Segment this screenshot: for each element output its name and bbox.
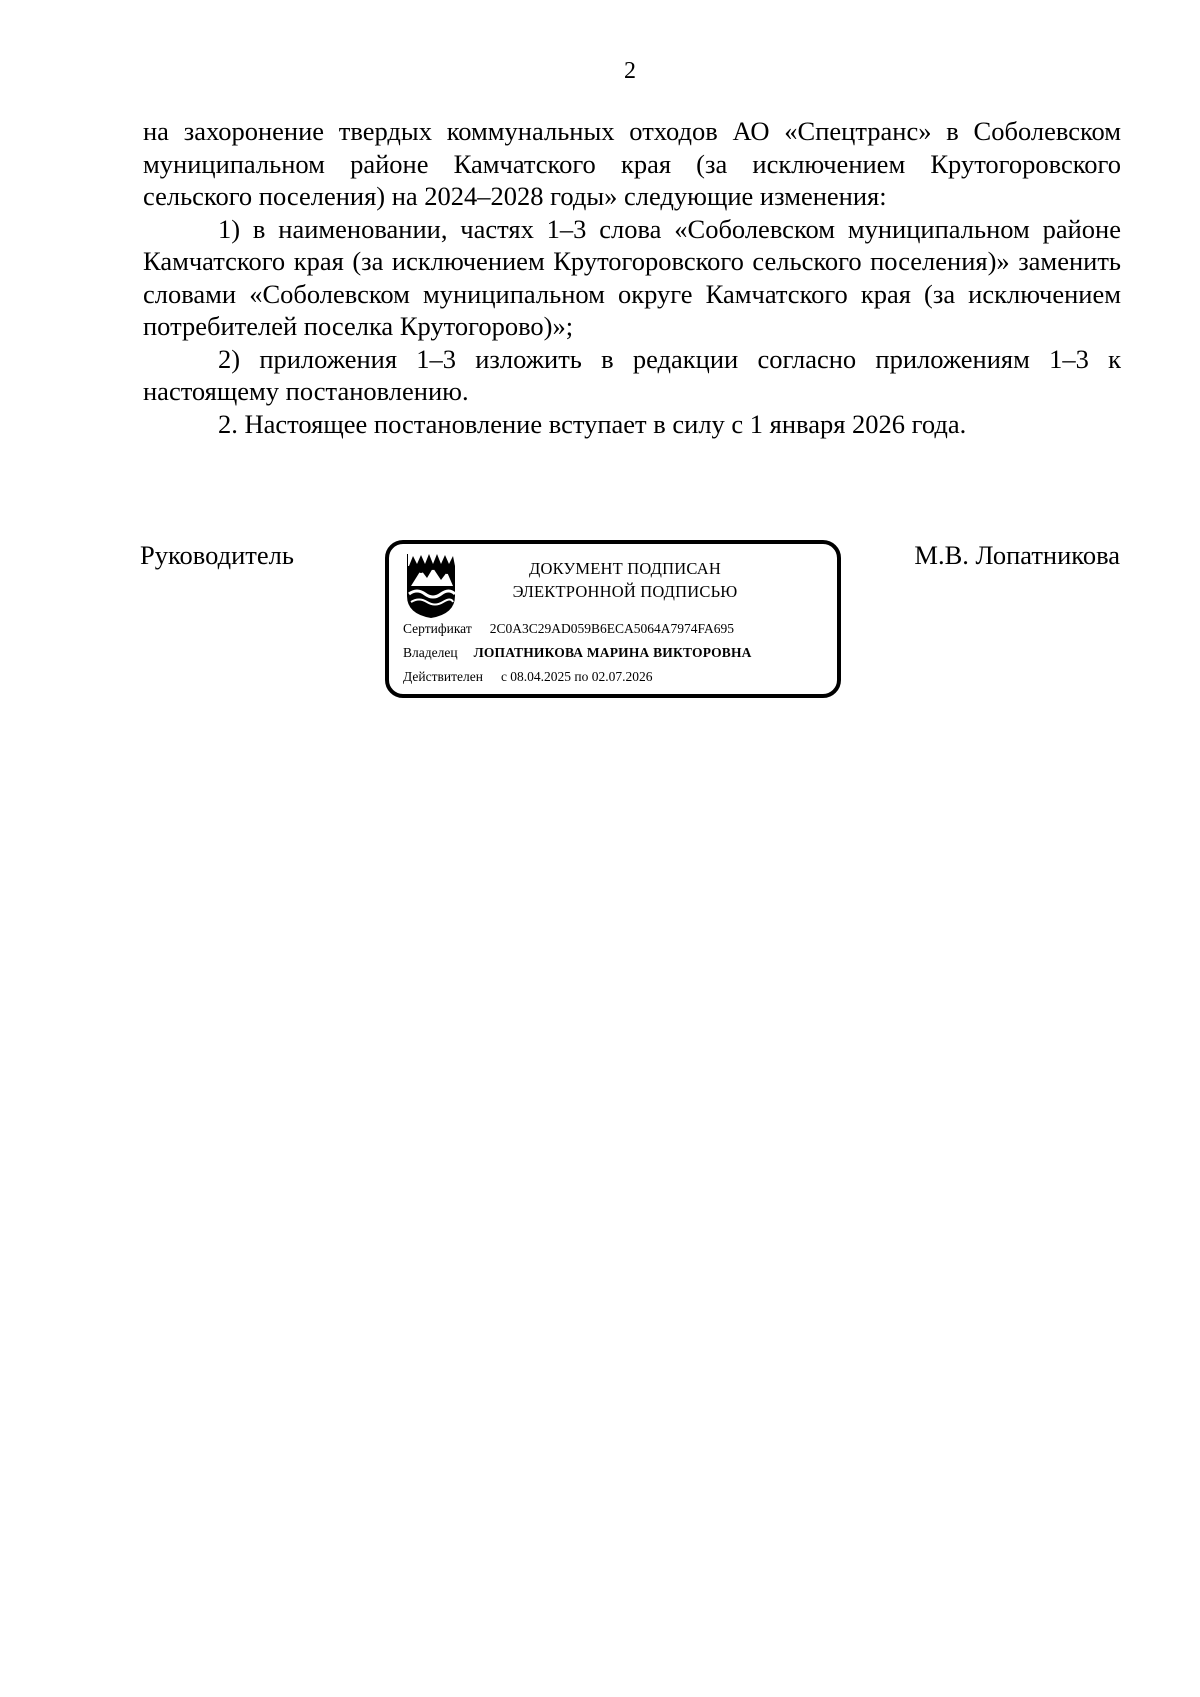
certificate-value: 2C0A3C29AD059B6ECA5064A7974FA695 [489, 621, 734, 636]
signatory-name: М.В. Лопатникова [914, 540, 1120, 570]
owner-value: ЛОПАТНИКОВА МАРИНА ВИКТОРОВНА [473, 645, 752, 660]
valid-label: Действителен [403, 669, 483, 684]
owner-label: Владелец [403, 645, 458, 660]
stamp-certificate-row [403, 621, 734, 637]
valid-value: с 08.04.2025 по 02.07.2026 [500, 669, 653, 684]
kamchatka-emblem-icon [403, 552, 459, 620]
amendment-item-1: 1) в наименовании, частях 1–3 слова «Соболевском муниципальном районе Камчатского края (за исключением Крутогоровского сельского поселения)» заменить словами «Соболевском муниципальном округе Камчатского края (за исключением потребителей поселка Крутогорово)»; [143, 213, 1121, 341]
stamp-validity-row [403, 669, 653, 685]
stamp-title-line-1: ДОКУМЕНТ ПОДПИСАН [529, 559, 721, 578]
stamp-owner-row [403, 645, 752, 661]
signatory-position: Руководитель [140, 540, 294, 570]
certificate-label: Сертификат [403, 621, 472, 636]
stamp-title [501, 557, 749, 603]
page-number: 2 [624, 58, 636, 84]
document-body [143, 115, 1121, 440]
paragraph-intro: на захоронение твердых коммунальных отходов АО «Спецтранс» в Соболевском муниципальном районе Камчатского края (за исключением Крутогоровского сельского поселения) на 2024–2028 годы» следующие изменения: [143, 116, 1121, 211]
amendment-item-2: 2) приложения 1–3 изложить в редакции согласно приложениям 1–3 к настоящему постановлению. [143, 343, 1121, 406]
stamp-title-line-2: ЭЛЕКТРОННОЙ ПОДПИСЬЮ [512, 582, 738, 601]
clause-2-effective-date: 2. Настоящее постановление вступает в силу с 1 января 2026 года. [218, 408, 967, 439]
electronic-signature-stamp [385, 540, 841, 698]
